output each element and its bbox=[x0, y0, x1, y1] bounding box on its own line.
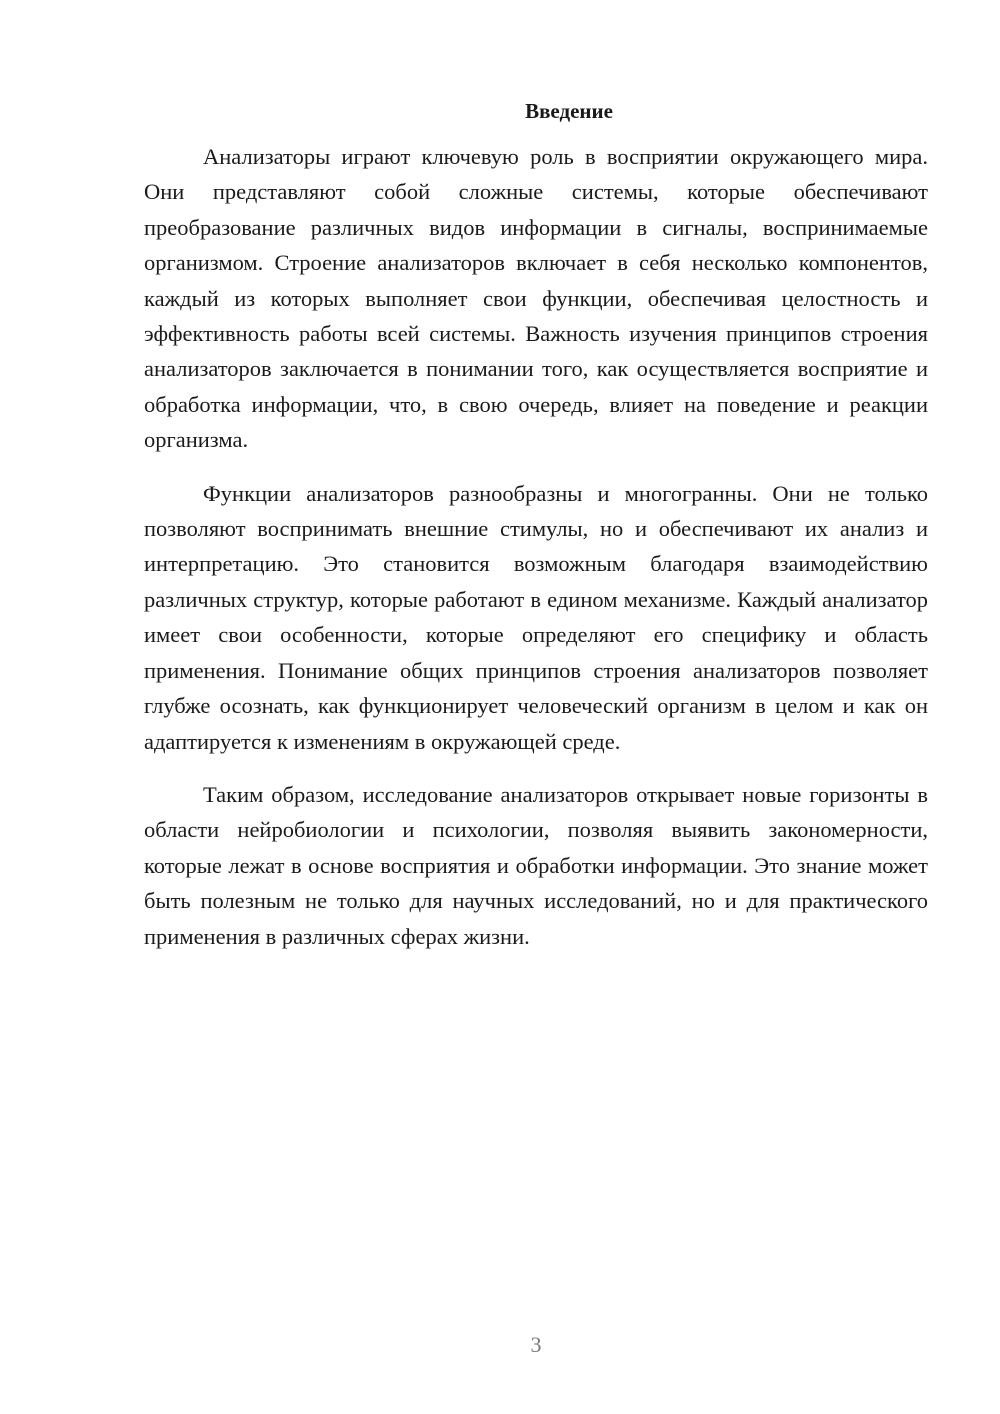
paragraph-3: Таким образом, исследование анализаторов открывает новые горизонты в области нейробиологии и психологии, позволяя выявить закономерности, которые лежат в основе восприятия и обработки информации. Это знание может быть полезным не только для научных исследований, но и для практического применения в различных сферах жизни. bbox=[144, 781, 928, 949]
page-content bbox=[144, 96, 928, 972]
page-number: 3 bbox=[530, 1332, 542, 1357]
paragraph-1: Анализаторы играют ключевую роль в восприятии окружающего мира. Они представляют собой сложные системы, которые обеспечивают преобразование различных видов информации в сигналы, воспринимаемые организмом. Строение анализаторов включает в себя несколько компонентов, каждый из которых выполняет свои функции, обеспечивая целостность и эффективность работы всей системы. Важность изучения принципов строения анализаторов заключается в понимании того, как осуществляется восприятие и обработка информации, что, в свою очередь, влияет на поведение и реакции организма. bbox=[144, 144, 928, 453]
paragraph-2: Функции анализаторов разнообразны и многогранны. Они не только позволяют воспринимать внешние стимулы, но и обеспечивают их анализ и интерпретацию. Это становится возможным благодаря взаимодействию различных структур, которые работают в едином механизме. Каждый анализатор имеет свои особенности, которые определяют его специфику и область применения. Понимание общих принципов строения анализаторов позволяет глубже осознать, как функционирует человеческий организм в целом и как он адаптируется к изменениям в окружающей среде. bbox=[144, 480, 928, 754]
section-heading: Введение bbox=[525, 99, 613, 123]
